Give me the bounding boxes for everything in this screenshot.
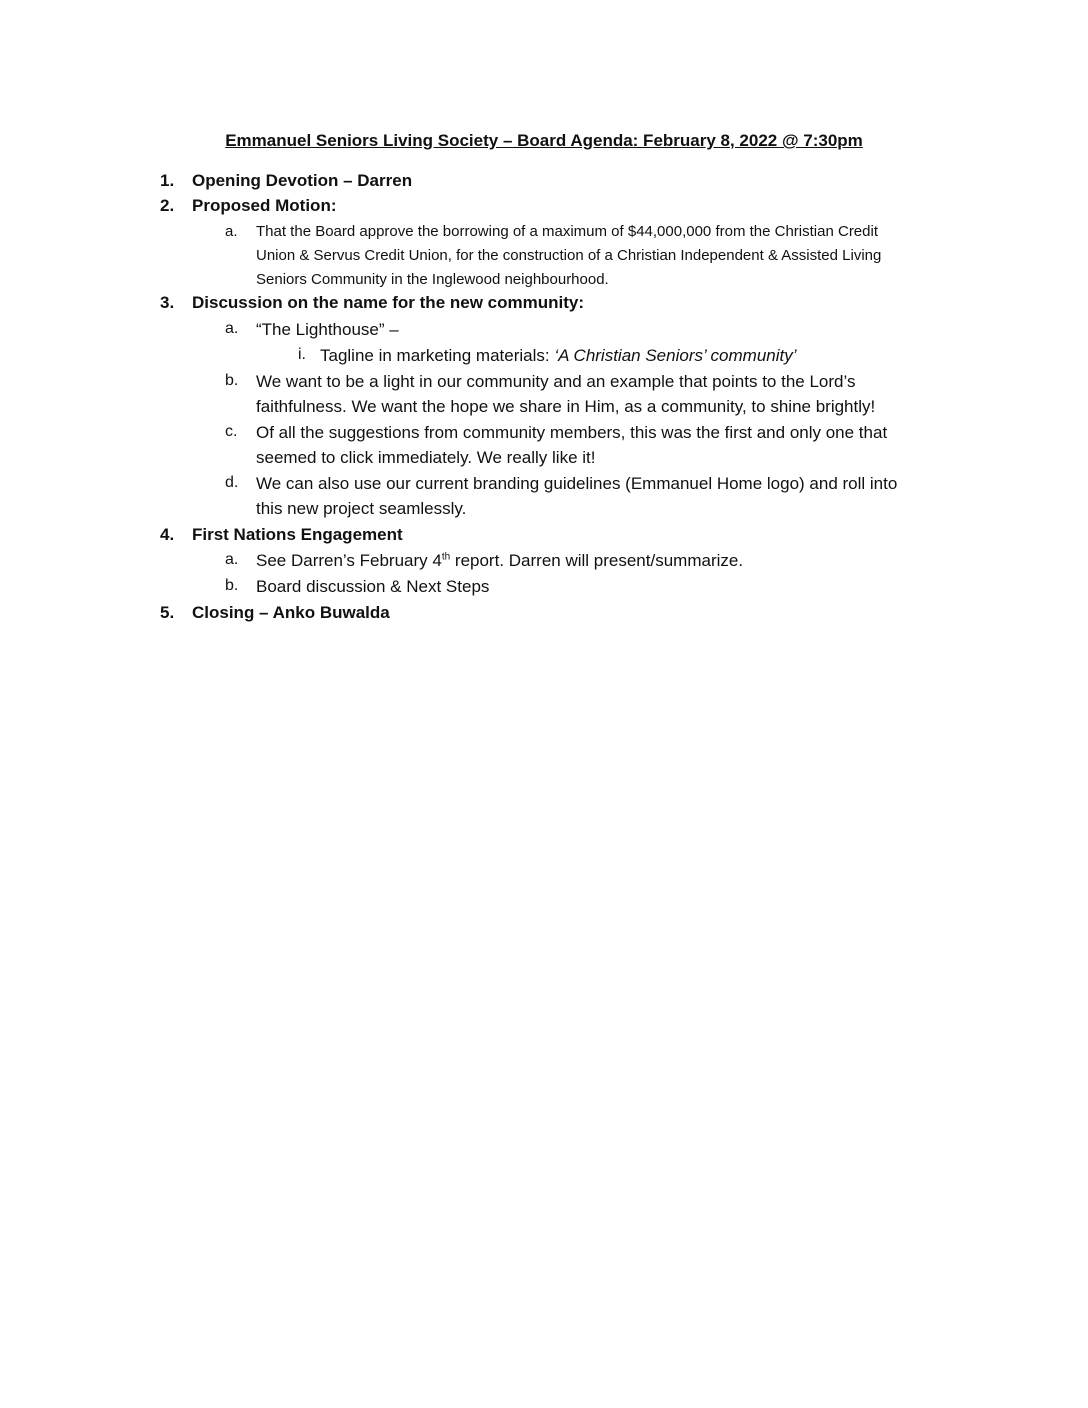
item-4a-pre: See Darren’s February 4 — [256, 551, 442, 570]
item-2-number: 2. — [160, 196, 175, 215]
item-3c-label: c. — [225, 423, 238, 440]
item-3d-line-1: We can also use our current branding guidelines (Emmanuel Home logo) and roll into — [256, 474, 898, 493]
item-4b-text: Board discussion & Next Steps — [256, 577, 490, 596]
item-3b-line-1: We want to be a light in our community and an example that points to the Lord’s — [256, 372, 856, 391]
item-1-number: 1. — [160, 171, 175, 190]
page-title: Emmanuel Seniors Living Society – Board Agenda: February 8, 2022 @ 7:30pm — [225, 131, 863, 150]
item-3a-label: a. — [225, 320, 239, 337]
tagline-text: ‘A Christian Seniors’ community’ — [554, 346, 797, 365]
item-4a-text — [256, 551, 743, 571]
item-2a-line-1: That the Board approve the borrowing of a maximum of $44,000,000 from the Christian Credit — [256, 223, 878, 240]
item-3c-line-1: Of all the suggestions from community members, this was the first and only one that — [256, 423, 888, 442]
item-3a-line-1: “The Lighthouse” – — [256, 320, 399, 339]
item-5-number: 5. — [160, 603, 175, 622]
item-3c-line-2: seemed to click immediately. We really like it! — [256, 448, 596, 467]
item-3a-i-text — [320, 346, 797, 366]
item-3b-line-2: faithfulness. We want the hope we share in Him, as a community, to shine brightly! — [256, 397, 876, 416]
item-3-number: 3. — [160, 293, 175, 312]
item-4a-post: report. Darren will present/summarize. — [450, 551, 744, 570]
item-3b-label: b. — [225, 372, 239, 389]
item-2-text: Proposed Motion: — [192, 196, 337, 215]
item-4a-label: a. — [225, 551, 239, 568]
item-4a-sup: th — [441, 551, 451, 563]
item-4-number: 4. — [160, 525, 175, 544]
item-2a-label: a. — [225, 223, 238, 240]
item-1-text: Opening Devotion – Darren — [192, 171, 413, 190]
item-4-text: First Nations Engagement — [192, 525, 403, 544]
item-5-text: Closing – Anko Buwalda — [192, 603, 390, 622]
item-3d-line-2: this new project seamlessly. — [256, 499, 467, 518]
item-4b-label: b. — [225, 577, 239, 594]
tagline-prefix: Tagline in marketing materials: — [320, 346, 555, 365]
item-3d-label: d. — [225, 474, 239, 491]
item-2a-line-3: Seniors Community in the Inglewood neighbourhood. — [256, 271, 609, 288]
item-3a-i-label: i. — [298, 346, 306, 363]
item-3-text: Discussion on the name for the new community: — [192, 293, 584, 312]
item-2a-line-2: Union & Servus Credit Union, for the construction of a Christian Independent & Assisted Living — [256, 247, 882, 264]
